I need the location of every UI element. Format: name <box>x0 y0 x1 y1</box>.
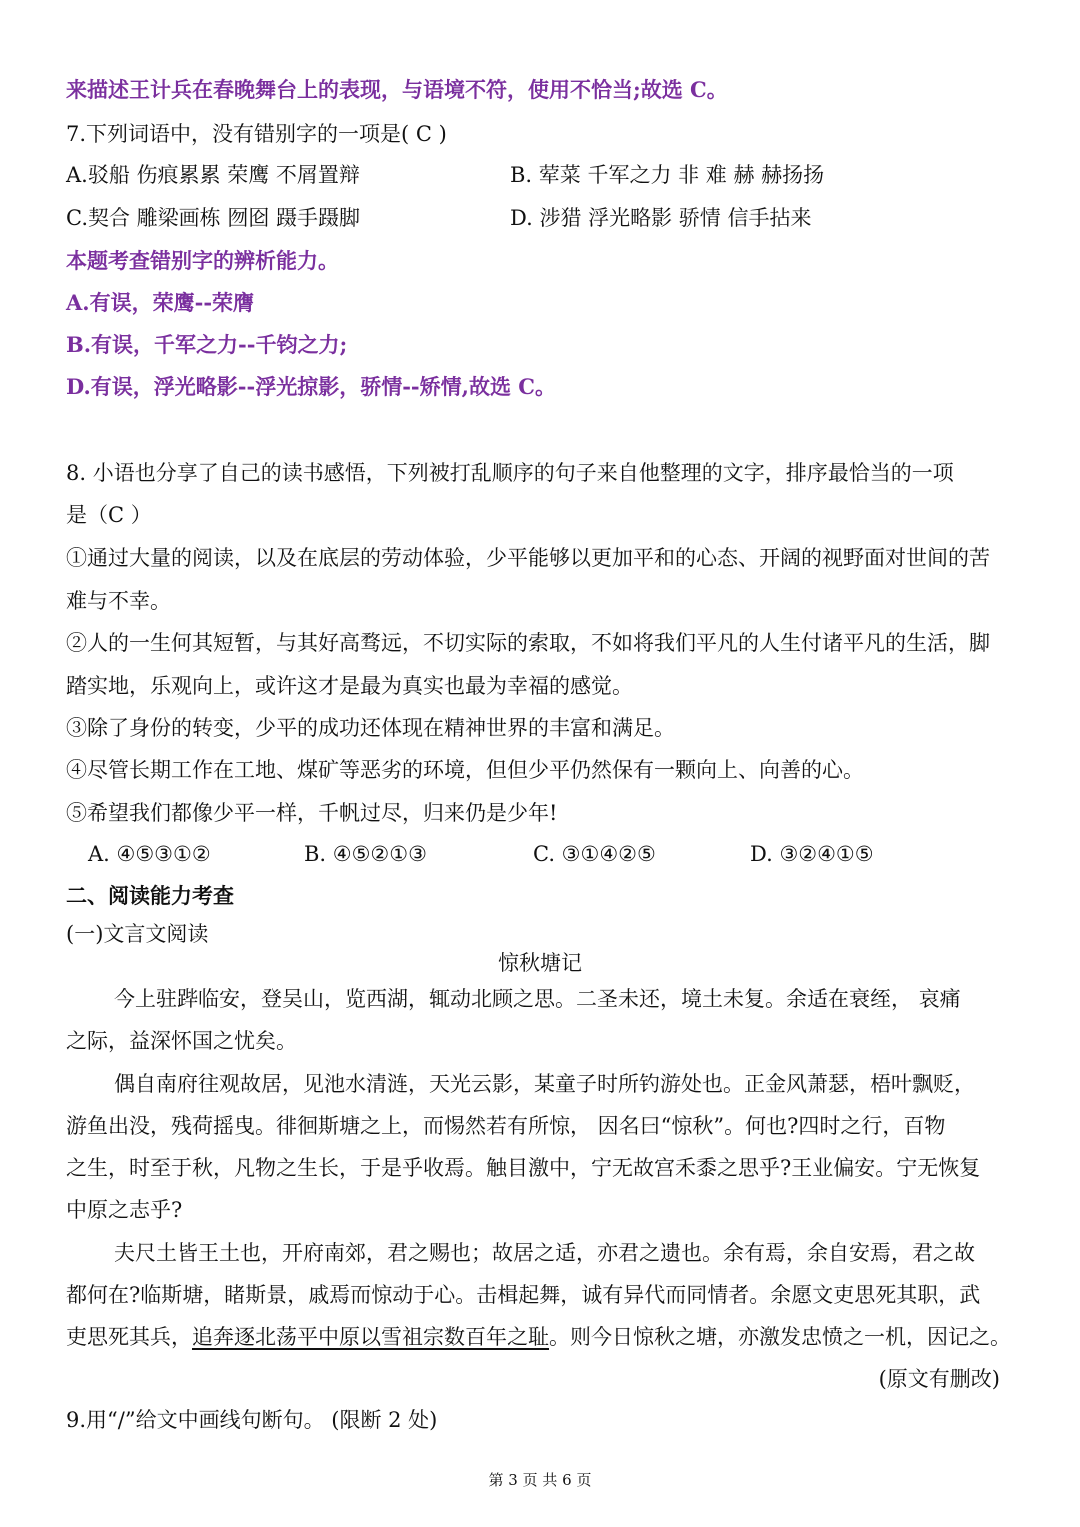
question-8-option-d: D. ③②④①⑤ <box>750 842 874 866</box>
question-8-option-c: C. ③①④②⑤ <box>533 842 656 866</box>
question-7-stem: 7.下列词语中，没有错别字的一项是( C ) <box>66 122 447 146</box>
question-7-option-b: B. 荤菜 千军之力 非 难 赫 赫扬扬 <box>510 163 825 187</box>
sentence-4: ④尽管长期工作在工地、煤矿等恶劣的环境，但但少平仍然保有一颗向上、向善的心。 <box>66 758 864 782</box>
answer-explanation-line: 来描述王计兵在春晚舞台上的表现，与语境不符，使用不恰当;故选 C。 <box>66 77 728 102</box>
passage-paragraph-3: 夫尺土皆王土也，开府南郊，君之赐也；故居之适，亦君之遗也。余有焉，余自安焉，君之故 <box>114 1241 975 1265</box>
sentence-1: ①通过大量的阅读，以及在底层的劳动体验，少平能够以更加平和的心态、开阔的视野面对世间的苦 <box>66 546 990 570</box>
question-7-option-c: C.契合 雕梁画栋 囫囵 蹑手蹑脚 <box>66 206 361 230</box>
question-7-explanation-d: D.有误，浮光略影--浮光掠影，骄情--矫情,故选 C。 <box>66 374 556 399</box>
question-7-option-d: D. 涉猎 浮光略影 骄情 信手拈来 <box>510 206 812 230</box>
question-8-stem: 8. 小语也分享了自己的读书感悟，下列被打乱顺序的句子来自他整理的文字，排序最恰当的一项 <box>66 461 954 485</box>
question-8-stem-cont: 是（C ） <box>66 503 152 527</box>
passage-text: 吏思死其兵， <box>66 1325 192 1349</box>
underlined-sentence: 追奔逐北荡平中原以雪祖宗数百年之耻 <box>192 1325 549 1349</box>
sentence-2-cont: 踏实地，乐观向上，或许这才是最为真实也最为幸福的感觉。 <box>66 674 633 698</box>
subsection-heading: (一)文言文阅读 <box>66 922 209 946</box>
page-footer: 第 3 页 共 6 页 <box>488 1471 592 1489</box>
passage-paragraph-2-cont: 中原之志乎? <box>66 1198 183 1222</box>
passage-paragraph-2-cont: 之生，时至于秋，凡物之生长，于是乎收焉。触目激中，宁无故宫禾黍之思乎?王业偏安。宁无恢复 <box>66 1156 981 1180</box>
passage-text: 。则今日惊秋之塘，亦激发忠愤之一机，因记之。 <box>549 1325 1011 1349</box>
question-9-stem: 9.用“/”给文中画线句断句。 (限断 2 处) <box>66 1408 438 1432</box>
sentence-1-cont: 难与不幸。 <box>66 589 171 613</box>
passage-paragraph-2-cont: 游鱼出没，残荷摇曳。徘徊斯塘之上，而惕然若有所惊， 因名曰“惊秋”。何也?四时之行，百物 <box>66 1114 946 1138</box>
question-7-explanation-a: A.有误，荣鹰--荣膺 <box>66 290 255 315</box>
passage-paragraph-3-cont <box>66 1323 1011 1351</box>
passage-paragraph-1-cont: 之际，益深怀国之忧矣。 <box>66 1029 297 1053</box>
sentence-5: ⑤希望我们都像少平一样，千帆过尽，归来仍是少年! <box>66 801 558 825</box>
source-note: (原文有删改) <box>878 1367 1000 1391</box>
passage-title: 惊秋塘记 <box>498 951 582 975</box>
passage-paragraph-1: 今上驻跸临安，登吴山，览西湖，辄动北顾之思。二圣未还，境土未复。余适在衰绖， 哀痛 <box>114 987 961 1011</box>
question-8-option-b: B. ④⑤②①③ <box>304 842 427 866</box>
question-7-explanation-b: B.有误，千军之力--千钧之力; <box>66 332 348 357</box>
question-8-option-a: A. ④⑤③①② <box>88 842 211 866</box>
sentence-3: ③除了身份的转变，少平的成功还体现在精神世界的丰富和满足。 <box>66 716 675 740</box>
passage-paragraph-3-cont: 都何在?临斯塘，睹斯景，戚焉而惊动于心。击楫起舞，诚有异代而同情者。余愿文吏思死其职，武 <box>66 1283 981 1307</box>
passage-paragraph-2: 偶自南府往观故居，见池水清涟，天光云影，某童子时所钓游处也。正金风萧瑟，梧叶飘贬， <box>114 1072 975 1096</box>
question-7-explanation: 本题考查错别字的辨析能力。 <box>66 248 339 273</box>
section-heading: 二、阅读能力考查 <box>66 883 234 908</box>
sentence-2: ②人的一生何其短暂，与其好高骛远，不切实际的索取，不如将我们平凡的人生付诸平凡的生活，脚 <box>66 631 990 655</box>
question-7-option-a: A.驳船 伤痕累累 荣鹰 不屑置辩 <box>66 163 360 187</box>
